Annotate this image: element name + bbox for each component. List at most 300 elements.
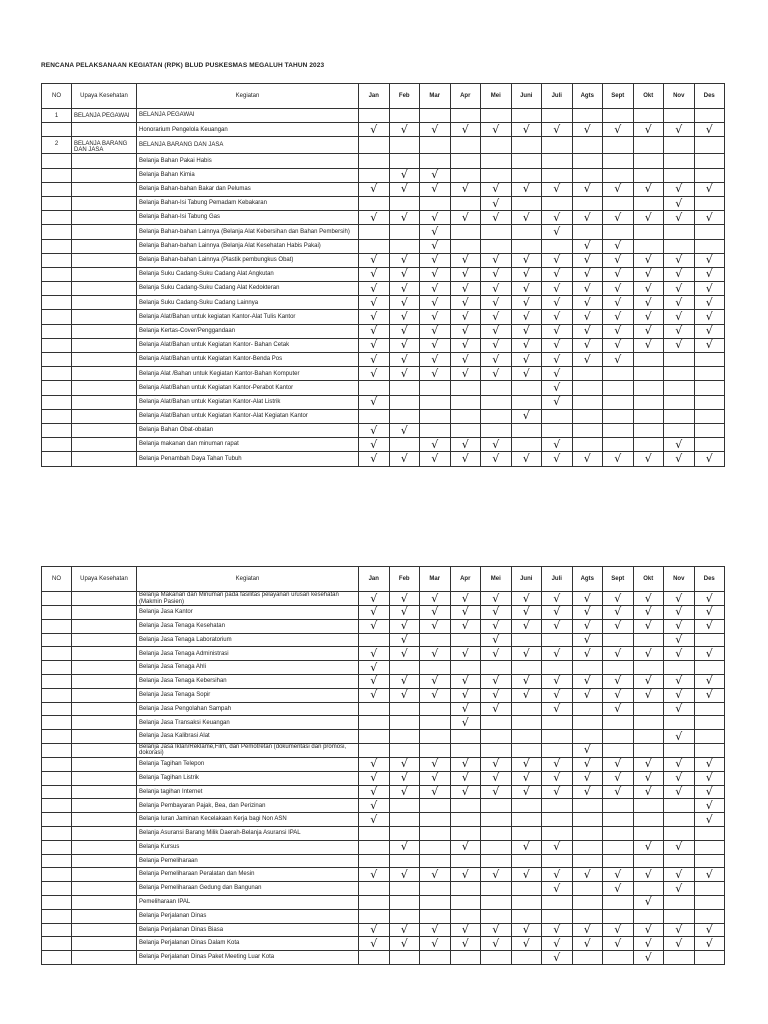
month-cell xyxy=(389,854,420,868)
month-cell xyxy=(542,196,573,210)
month-cell xyxy=(359,633,390,647)
check-mark: √ xyxy=(542,310,573,324)
table-row xyxy=(42,909,725,923)
row-upaya-cell xyxy=(72,661,137,675)
check-mark: √ xyxy=(664,296,695,310)
check-mark: √ xyxy=(389,367,420,381)
header-month: Sept xyxy=(603,567,634,592)
check-mark: √ xyxy=(603,606,634,620)
header-month: Agts xyxy=(572,567,603,592)
month-cell xyxy=(450,395,481,409)
check-mark: √ xyxy=(633,757,664,771)
row-upaya-cell xyxy=(72,296,137,310)
month-cell xyxy=(664,826,695,840)
check-mark: √ xyxy=(389,211,420,225)
check-mark: √ xyxy=(389,452,420,466)
month-cell xyxy=(420,951,451,965)
check-mark: √ xyxy=(359,253,390,267)
row-no-cell xyxy=(42,438,72,452)
check-mark: √ xyxy=(511,338,542,352)
month-cell xyxy=(420,716,451,730)
check-mark: √ xyxy=(603,353,634,367)
month-cell xyxy=(542,109,573,123)
check-mark: √ xyxy=(633,606,664,620)
check-mark: √ xyxy=(633,674,664,688)
month-cell xyxy=(450,854,481,868)
month-cell xyxy=(511,196,542,210)
row-upaya-cell xyxy=(72,381,137,395)
month-cell xyxy=(694,633,725,647)
check-mark: √ xyxy=(481,868,512,882)
check-mark: √ xyxy=(511,937,542,951)
check-mark: √ xyxy=(359,923,390,937)
check-mark: √ xyxy=(694,757,725,771)
check-mark: √ xyxy=(450,324,481,338)
check-mark: √ xyxy=(359,674,390,688)
month-cell xyxy=(572,168,603,182)
month-cell xyxy=(481,661,512,675)
row-upaya-cell xyxy=(72,395,137,409)
month-cell xyxy=(481,854,512,868)
month-cell xyxy=(603,909,634,923)
check-mark: √ xyxy=(664,452,695,466)
check-mark: √ xyxy=(664,702,695,716)
check-mark: √ xyxy=(633,688,664,702)
check-mark: √ xyxy=(633,282,664,296)
table-row xyxy=(42,409,725,423)
table-row xyxy=(42,353,725,367)
month-cell xyxy=(481,840,512,854)
check-mark: √ xyxy=(420,757,451,771)
header-month: Feb xyxy=(389,84,420,109)
header-month: Jan xyxy=(359,567,390,592)
row-no-cell xyxy=(42,826,72,840)
check-mark: √ xyxy=(389,296,420,310)
month-cell xyxy=(694,196,725,210)
check-mark: √ xyxy=(694,324,725,338)
month-cell xyxy=(572,730,603,744)
check-mark: √ xyxy=(511,296,542,310)
month-cell xyxy=(664,743,695,757)
month-cell xyxy=(450,409,481,423)
month-cell xyxy=(633,702,664,716)
check-mark: √ xyxy=(633,937,664,951)
row-no-cell xyxy=(42,840,72,854)
row-no-cell xyxy=(42,182,72,196)
check-mark: √ xyxy=(542,353,573,367)
month-cell xyxy=(450,137,481,154)
month-cell xyxy=(511,109,542,123)
month-cell xyxy=(511,438,542,452)
row-no-cell xyxy=(42,868,72,882)
header-month: Okt xyxy=(633,84,664,109)
month-cell xyxy=(694,951,725,965)
row-upaya-cell xyxy=(72,239,137,253)
check-mark: √ xyxy=(389,182,420,196)
month-cell xyxy=(481,730,512,744)
month-cell xyxy=(664,423,695,437)
check-mark: √ xyxy=(664,196,695,210)
check-mark: √ xyxy=(481,438,512,452)
month-cell xyxy=(389,154,420,168)
table-row xyxy=(42,592,725,606)
table-row xyxy=(42,854,725,868)
month-cell xyxy=(694,225,725,239)
month-cell xyxy=(450,633,481,647)
check-mark: √ xyxy=(389,324,420,338)
month-cell xyxy=(511,895,542,909)
header-month: Des xyxy=(694,567,725,592)
check-mark: √ xyxy=(603,282,634,296)
check-mark: √ xyxy=(542,868,573,882)
check-mark: √ xyxy=(694,674,725,688)
table-row xyxy=(42,338,725,352)
check-mark: √ xyxy=(542,937,573,951)
check-mark: √ xyxy=(511,367,542,381)
row-kegiatan-cell: Belanja Jasa Tenaga Kesehatan xyxy=(137,619,359,633)
check-mark: √ xyxy=(359,771,390,785)
month-cell xyxy=(481,799,512,813)
row-upaya-cell xyxy=(72,826,137,840)
month-cell xyxy=(359,109,390,123)
row-upaya-cell xyxy=(72,868,137,882)
month-cell xyxy=(603,730,634,744)
check-mark: √ xyxy=(420,923,451,937)
header-month: Jan xyxy=(359,84,390,109)
check-mark: √ xyxy=(694,937,725,951)
check-mark: √ xyxy=(603,338,634,352)
rpk-table-1 xyxy=(41,83,725,467)
check-mark: √ xyxy=(572,688,603,702)
month-cell xyxy=(389,813,420,827)
check-mark: √ xyxy=(664,592,695,606)
month-cell xyxy=(481,239,512,253)
row-kegiatan-cell: Belanja Bahan-bahan Lainnya (Belanja Alat Kebersihan dan Bahan Pembersih) xyxy=(137,225,359,239)
month-cell xyxy=(542,854,573,868)
month-cell xyxy=(572,882,603,896)
row-upaya-cell xyxy=(72,168,137,182)
check-mark: √ xyxy=(633,324,664,338)
check-mark: √ xyxy=(664,619,695,633)
month-cell xyxy=(572,951,603,965)
month-cell xyxy=(694,367,725,381)
check-mark: √ xyxy=(450,211,481,225)
month-cell xyxy=(694,826,725,840)
check-mark: √ xyxy=(511,282,542,296)
month-cell xyxy=(359,882,390,896)
check-mark: √ xyxy=(664,840,695,854)
month-cell xyxy=(359,854,390,868)
row-kegiatan-cell: Belanja Jasa Tenaga Sopir xyxy=(137,688,359,702)
check-mark: √ xyxy=(694,592,725,606)
check-mark: √ xyxy=(572,771,603,785)
table-row xyxy=(42,923,725,937)
month-cell xyxy=(420,381,451,395)
row-upaya-cell xyxy=(72,895,137,909)
table-row xyxy=(42,239,725,253)
row-kegiatan-cell: Belanja Alat/Bahan untuk Kegiatan Kantor-Alat Listrik xyxy=(137,395,359,409)
row-kegiatan-cell: Belanja Asuransi Barang Milik Daerah-Belanja Asuransi IPAL xyxy=(137,826,359,840)
check-mark: √ xyxy=(450,757,481,771)
check-mark: √ xyxy=(572,606,603,620)
table-body xyxy=(42,109,725,467)
check-mark: √ xyxy=(694,868,725,882)
month-cell xyxy=(603,716,634,730)
check-mark: √ xyxy=(603,324,634,338)
row-kegiatan-cell: Belanja Iuran Jaminan Kecelakaan Kerja bagi Non ASN xyxy=(137,813,359,827)
month-cell xyxy=(420,826,451,840)
month-cell xyxy=(389,109,420,123)
check-mark: √ xyxy=(359,813,390,827)
month-cell xyxy=(420,423,451,437)
month-cell xyxy=(664,381,695,395)
check-mark: √ xyxy=(511,647,542,661)
month-cell xyxy=(389,409,420,423)
check-mark: √ xyxy=(481,211,512,225)
month-cell xyxy=(450,423,481,437)
row-upaya-cell xyxy=(72,730,137,744)
check-mark: √ xyxy=(664,253,695,267)
month-cell xyxy=(359,840,390,854)
check-mark: √ xyxy=(664,868,695,882)
table-row xyxy=(42,813,725,827)
row-no-cell xyxy=(42,716,72,730)
check-mark: √ xyxy=(511,324,542,338)
month-cell xyxy=(633,353,664,367)
row-no-cell xyxy=(42,757,72,771)
check-mark: √ xyxy=(389,619,420,633)
table-row xyxy=(42,730,725,744)
month-cell xyxy=(694,743,725,757)
check-mark: √ xyxy=(420,225,451,239)
month-cell xyxy=(633,423,664,437)
row-kegiatan-cell: Belanja Suku Cadang-Suku Cadang Lainnya xyxy=(137,296,359,310)
row-kegiatan-cell: Belanja Kertas-Cover/Penggandaan xyxy=(137,324,359,338)
row-upaya-cell xyxy=(72,785,137,799)
row-upaya-cell xyxy=(72,452,137,466)
month-cell xyxy=(359,743,390,757)
month-cell xyxy=(511,395,542,409)
check-mark: √ xyxy=(603,785,634,799)
month-cell xyxy=(694,438,725,452)
row-upaya-cell xyxy=(72,154,137,168)
check-mark: √ xyxy=(450,438,481,452)
check-mark: √ xyxy=(694,452,725,466)
month-cell xyxy=(481,716,512,730)
month-cell xyxy=(511,225,542,239)
check-mark: √ xyxy=(542,785,573,799)
row-no-cell xyxy=(42,338,72,352)
month-cell xyxy=(420,909,451,923)
table-row xyxy=(42,882,725,896)
row-no-cell xyxy=(42,647,72,661)
month-cell xyxy=(633,882,664,896)
check-mark: √ xyxy=(572,868,603,882)
row-upaya-cell xyxy=(72,923,137,937)
check-mark: √ xyxy=(359,395,390,409)
row-no-cell xyxy=(42,785,72,799)
table-row xyxy=(42,452,725,466)
row-no-cell xyxy=(42,196,72,210)
row-kegiatan-cell: Belanja Jasa Kalibrasi Alat xyxy=(137,730,359,744)
row-upaya-cell xyxy=(72,409,137,423)
month-cell xyxy=(633,743,664,757)
row-upaya-cell xyxy=(72,743,137,757)
table-row xyxy=(42,771,725,785)
check-mark: √ xyxy=(481,123,512,137)
month-cell xyxy=(694,854,725,868)
month-cell xyxy=(633,716,664,730)
check-mark: √ xyxy=(511,868,542,882)
table-row xyxy=(42,895,725,909)
check-mark: √ xyxy=(511,785,542,799)
month-cell xyxy=(420,154,451,168)
check-mark: √ xyxy=(542,324,573,338)
row-kegiatan-cell: Belanja Kursus xyxy=(137,840,359,854)
month-cell xyxy=(633,367,664,381)
month-cell xyxy=(389,438,420,452)
check-mark: √ xyxy=(542,674,573,688)
check-mark: √ xyxy=(633,785,664,799)
month-cell xyxy=(420,196,451,210)
check-mark: √ xyxy=(359,338,390,352)
check-mark: √ xyxy=(420,868,451,882)
check-mark: √ xyxy=(542,647,573,661)
check-mark: √ xyxy=(511,310,542,324)
check-mark: √ xyxy=(633,296,664,310)
table-row xyxy=(42,137,725,154)
month-cell xyxy=(420,799,451,813)
table-row xyxy=(42,123,725,137)
month-cell xyxy=(511,381,542,395)
row-kegiatan-cell: Belanja Alat/Bahan untuk Kegiatan Kantor- Bahan Cetak xyxy=(137,338,359,352)
check-mark: √ xyxy=(481,196,512,210)
row-kegiatan-cell: Belanja Bahan Pakai Habis xyxy=(137,154,359,168)
month-cell xyxy=(542,239,573,253)
header-kegiatan: Kegiatan xyxy=(137,84,359,109)
header-no: NO xyxy=(42,84,72,109)
month-cell xyxy=(694,154,725,168)
check-mark: √ xyxy=(450,367,481,381)
month-cell xyxy=(389,137,420,154)
month-cell xyxy=(481,743,512,757)
month-cell xyxy=(664,239,695,253)
month-cell xyxy=(511,743,542,757)
row-upaya-cell xyxy=(72,367,137,381)
month-cell xyxy=(420,730,451,744)
check-mark: √ xyxy=(694,211,725,225)
table-row xyxy=(42,619,725,633)
check-mark: √ xyxy=(572,282,603,296)
month-cell xyxy=(633,730,664,744)
check-mark: √ xyxy=(664,923,695,937)
month-cell xyxy=(420,840,451,854)
row-no-cell xyxy=(42,619,72,633)
row-upaya-cell xyxy=(72,196,137,210)
check-mark: √ xyxy=(664,438,695,452)
row-kegiatan-cell: Belanja Bahan-bahan Lainnya (Plastik pembungkus Obat) xyxy=(137,253,359,267)
check-mark: √ xyxy=(481,937,512,951)
header-kegiatan: Kegiatan xyxy=(137,567,359,592)
check-mark: √ xyxy=(420,123,451,137)
check-mark: √ xyxy=(359,353,390,367)
row-upaya-cell xyxy=(72,674,137,688)
month-cell xyxy=(633,799,664,813)
month-cell xyxy=(572,137,603,154)
check-mark: √ xyxy=(664,882,695,896)
table-row xyxy=(42,757,725,771)
month-cell xyxy=(450,882,481,896)
check-mark: √ xyxy=(511,757,542,771)
check-mark: √ xyxy=(664,771,695,785)
check-mark: √ xyxy=(389,633,420,647)
check-mark: √ xyxy=(633,253,664,267)
check-mark: √ xyxy=(481,688,512,702)
check-mark: √ xyxy=(359,324,390,338)
month-cell xyxy=(572,225,603,239)
row-kegiatan-cell: Belanja Pemeliharaan xyxy=(137,854,359,868)
check-mark: √ xyxy=(389,688,420,702)
month-cell xyxy=(664,367,695,381)
check-mark: √ xyxy=(664,123,695,137)
month-cell xyxy=(694,661,725,675)
check-mark: √ xyxy=(420,296,451,310)
row-kegiatan-cell: Belanja Suku Cadang-Suku Cadang Alat Angkutan xyxy=(137,267,359,281)
row-upaya-cell xyxy=(72,310,137,324)
table-row xyxy=(42,168,725,182)
check-mark: √ xyxy=(603,757,634,771)
check-mark: √ xyxy=(542,592,573,606)
month-cell xyxy=(633,826,664,840)
check-mark: √ xyxy=(694,606,725,620)
check-mark: √ xyxy=(481,324,512,338)
month-cell xyxy=(511,799,542,813)
month-cell xyxy=(694,239,725,253)
check-mark: √ xyxy=(511,592,542,606)
row-upaya-cell xyxy=(72,211,137,225)
row-kegiatan-cell: Belanja Perjalanan Dinas Biasa xyxy=(137,923,359,937)
check-mark: √ xyxy=(633,338,664,352)
check-mark: √ xyxy=(389,647,420,661)
month-cell xyxy=(359,154,390,168)
month-cell xyxy=(633,633,664,647)
month-cell xyxy=(359,826,390,840)
check-mark: √ xyxy=(389,868,420,882)
check-mark: √ xyxy=(542,211,573,225)
check-mark: √ xyxy=(420,338,451,352)
row-upaya-cell xyxy=(72,253,137,267)
check-mark: √ xyxy=(542,757,573,771)
check-mark: √ xyxy=(572,743,603,757)
table-row xyxy=(42,211,725,225)
check-mark: √ xyxy=(664,730,695,744)
month-cell xyxy=(420,813,451,827)
row-upaya-cell xyxy=(72,757,137,771)
check-mark: √ xyxy=(633,951,664,965)
header-month: Mar xyxy=(420,84,451,109)
month-cell xyxy=(603,951,634,965)
check-mark: √ xyxy=(664,338,695,352)
header-upaya-kesehatan: Upaya Kesehatan xyxy=(72,84,137,109)
month-cell xyxy=(572,799,603,813)
row-no-cell xyxy=(42,661,72,675)
month-cell xyxy=(450,109,481,123)
check-mark: √ xyxy=(664,937,695,951)
check-mark: √ xyxy=(694,799,725,813)
row-no-cell xyxy=(42,267,72,281)
table-row xyxy=(42,395,725,409)
month-cell xyxy=(359,196,390,210)
